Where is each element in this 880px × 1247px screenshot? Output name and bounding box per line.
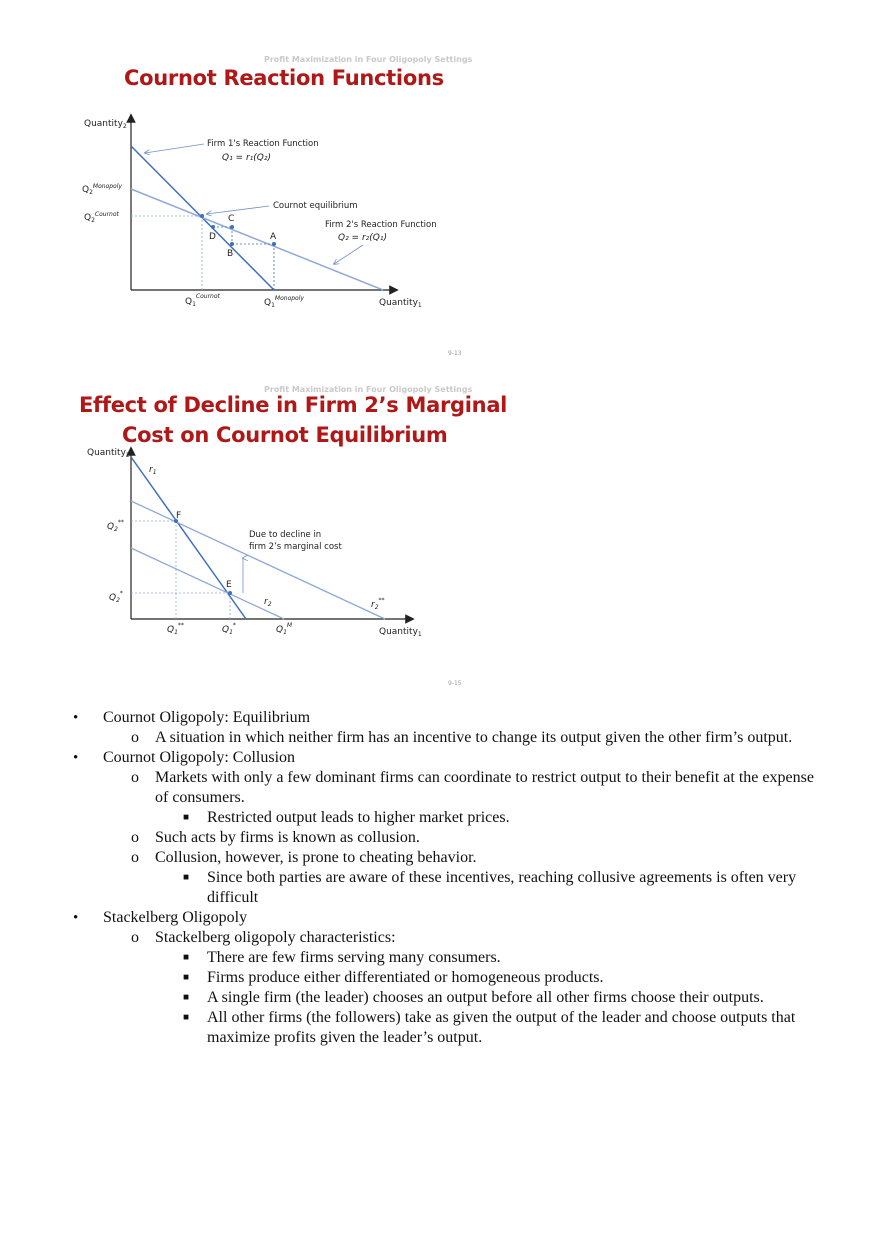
bullet-circle-icon: o [131, 829, 139, 846]
list-item: o Markets with only a few dominant firms can coordinate to restrict output to their benefit at the expense of consumers. [131, 769, 814, 806]
slide-title-line2: Cost on Cournot Equilibrium [122, 423, 448, 447]
bullet-circle-icon: o [131, 769, 139, 786]
slide-subtitle: Profit Maximization in Four Oligopoly Settings [264, 55, 473, 64]
r2-line [131, 548, 284, 619]
list-item: o Collusion, however, is prone to cheating behavior. [131, 849, 477, 866]
q2-single-star-label: $Q_2^*$ [109, 590, 123, 604]
point-b-label: B [227, 249, 234, 259]
bullet-circle-icon: o [131, 729, 139, 746]
r2-double-star-label: $r_2^{**}$ [371, 597, 385, 611]
list-item: o A situation in which neither firm has an incentive to change its output given the other firm’s output. [131, 729, 793, 746]
firm2-reaction-formula: Q₂ = r₂(Q₁) [338, 233, 387, 243]
list-item: ■ There are few firms serving many consumers. [183, 949, 501, 966]
list-item: ■ Restricted output leads to higher market prices. [183, 809, 510, 826]
bullet-square-icon: ■ [183, 812, 190, 823]
slide-page-number: 9-15 [448, 680, 462, 687]
x-axis-label: Quantity$_1$ [379, 627, 422, 638]
q2-cournot-label: $Q_2^{Cournot}$ [84, 211, 119, 224]
x-axis-label: Quantity$_1$ [379, 298, 422, 309]
bullet-circle-icon: o [131, 929, 139, 946]
lecture-notes [0, 708, 880, 1048]
list-item: ■ Since both parties are aware of these incentives, reaching collusive agreements is often very difficult [183, 869, 797, 906]
slide-title-line1: Effect of Decline in Firm 2’s Marginal [79, 393, 508, 417]
bullet-square-icon: ■ [183, 952, 190, 963]
list-item: • Cournot Oligopoly: Equilibrium [73, 709, 311, 726]
list-item: • Cournot Oligopoly: Collusion [73, 749, 296, 766]
r1-line [131, 457, 246, 619]
list-item: ■ Firms produce either differentiated or homogeneous products. [183, 969, 604, 986]
slide-page-number: 9-13 [448, 350, 462, 357]
q2-monopoly-label: $Q_2^{Monopoly}$ [82, 183, 122, 196]
q1-monopoly-label: $Q_1^{Monopoly}$ [264, 295, 304, 309]
annotation-line2: firm 2’s marginal cost [249, 542, 342, 552]
firm2-reaction-label: Firm 2's Reaction Function [325, 220, 437, 230]
q1-cournot-label: $Q_1^{Cournot}$ [185, 293, 220, 308]
list-item: o Such acts by firms is known as collusion. [131, 829, 420, 846]
list-item: ■ A single firm (the leader) chooses an output before all other firms choose their outputs. [183, 989, 764, 1006]
y-axis-label: Quantity$_2$ [87, 448, 130, 459]
r2-label: $r_2$ [264, 597, 272, 608]
list-item: ■ All other firms (the followers) take as given the output of the leader and choose outputs that maximize profits given the leader’s output. [183, 1009, 796, 1046]
bullet-square-icon: ■ [183, 872, 190, 883]
firm1-reaction-label: Firm 1's Reaction Function [207, 139, 319, 149]
bullet-dot-icon: • [73, 910, 79, 926]
firm1-reaction-formula: Q₁ = r₁(Q₂) [222, 153, 271, 163]
bullet-square-icon: ■ [183, 992, 190, 1003]
point-e-label: E [226, 580, 232, 590]
point-d-label: D [209, 232, 216, 242]
y-axis-label: Quantity$_2$ [84, 119, 127, 130]
cournot-equilibrium-label: Cournot equilibrium [273, 201, 358, 211]
bullet-dot-icon: • [73, 750, 79, 766]
point-a-label: A [270, 232, 277, 242]
slide-subtitle: Profit Maximization in Four Oligopoly Settings [264, 385, 473, 394]
point-f-label: F [176, 511, 182, 521]
r1-label: $r_1$ [149, 465, 157, 476]
marginal-cost-decline-graph [0, 445, 880, 645]
bullet-dot-icon: • [73, 710, 79, 726]
annotation-line1: Due to decline in [249, 530, 322, 540]
slide-title: Cournot Reaction Functions [124, 66, 444, 90]
point-e [228, 591, 232, 595]
bullet-circle-icon: o [131, 849, 139, 866]
bullet-square-icon: ■ [183, 972, 190, 983]
list-item: o Stackelberg oligopoly characteristics: [131, 929, 396, 946]
q1-double-star-label: $Q_1^{**}$ [167, 622, 184, 636]
point-c-label: C [228, 214, 235, 224]
list-item: • Stackelberg Oligopoly [73, 909, 248, 926]
q2-double-star-label: $Q_2^{**}$ [107, 519, 124, 533]
q1-m-label: $Q_1^M$ [276, 622, 293, 636]
q1-single-star-label: $Q_1^*$ [222, 622, 236, 636]
bullet-square-icon: ■ [183, 1012, 190, 1023]
r2-double-star-line [131, 501, 385, 619]
